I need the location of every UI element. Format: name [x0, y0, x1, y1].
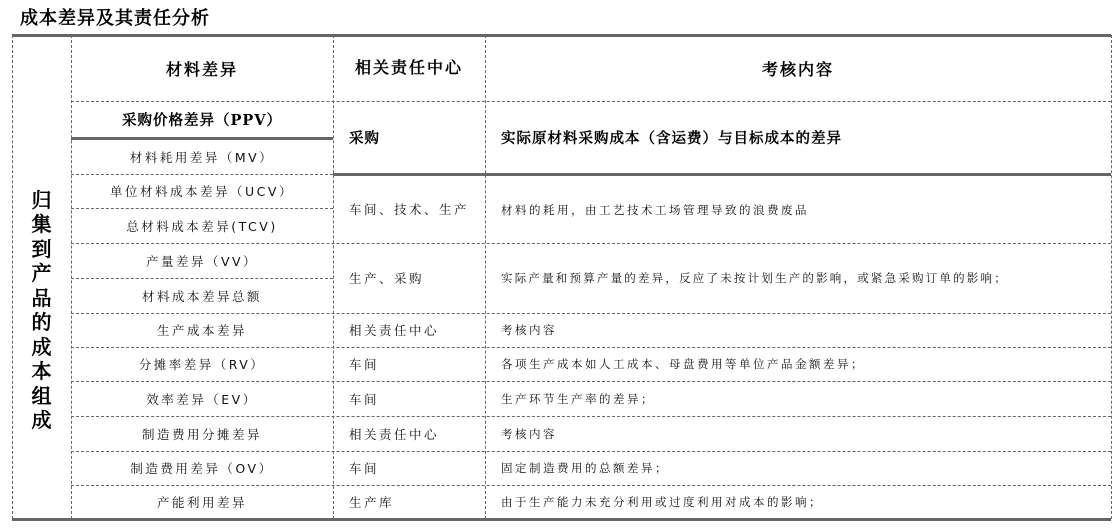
content-ev: 生产环节生产率的差异； [501, 391, 655, 406]
variance-vv: 产量差异（VV） [145, 253, 259, 269]
center-workshop: 车间 [349, 357, 380, 372]
header-responsibility-center: 相关责任中心 [354, 58, 463, 77]
content-ppv: 实际原材料采购成本（含运费）与目标成本的差异 [501, 129, 842, 147]
content-ov: 固定制造费用的总额差异； [501, 461, 669, 475]
variance-ppv: 采购价格差异（PPV） [121, 112, 283, 129]
content-material-usage: 材料的耗用，由工艺技术工场管理导致的浪费废品 [501, 202, 809, 217]
center-workshop: 车间 [349, 461, 380, 476]
variance-mv: 材料耗用差异（MV） [129, 149, 275, 165]
header-material-variance: 材料差异 [165, 59, 238, 79]
variance-overhead-allocation: 制造费用分摊差异 [141, 426, 262, 442]
side-label-char: 产 [31, 261, 52, 285]
content-rv: 各项生产成本如人工成本、母盘费用等单位产品金额差异； [501, 357, 865, 371]
center-production-purchasing: 生产、采购 [349, 271, 425, 286]
side-label-char: 到 [31, 236, 52, 261]
variance-material-total: 材料成本差异总额 [141, 288, 262, 304]
page-title: 成本差异及其责任分析 [20, 8, 210, 29]
side-label-char: 归 [31, 187, 52, 212]
variance-ucv: 单位材料成本差异（UCV） [110, 184, 294, 199]
header-assessment-content: 考核内容 [761, 59, 834, 79]
variance-ev: 效率差异（EV） [146, 391, 258, 407]
variance-rv: 分摊率差异（RV） [138, 357, 266, 372]
center-related: 相关责任中心 [349, 426, 440, 442]
center-purchasing: 采购 [349, 129, 380, 147]
center-related: 相关责任中心 [349, 323, 440, 338]
content-assessment: 考核内容 [501, 426, 557, 441]
side-label-char: 成 [31, 334, 52, 359]
center-production-warehouse: 生产库 [349, 495, 395, 510]
side-label-char: 集 [31, 212, 52, 236]
center-workshop-tech-production: 车间、技术、生产 [349, 201, 470, 217]
content-capacity: 由于生产能力未充分利用或过度利用对成本的影响； [501, 495, 823, 509]
content-assessment: 考核内容 [501, 323, 557, 337]
content-volume: 实际产量和预算产量的差异，反应了未按计划生产的影响，或紧急采购订单的影响； [501, 271, 1008, 285]
side-label-cost-composition [12, 101, 71, 519]
center-workshop: 车间 [349, 391, 380, 407]
variance-production-cost: 生产成本差异 [156, 323, 247, 338]
variance-ov: 制造费用差异（OV） [130, 461, 274, 476]
side-label-char: 组 [31, 383, 52, 408]
side-label-char: 成 [31, 408, 52, 432]
side-label-char: 的 [31, 310, 52, 334]
variance-capacity: 产能利用差异 [156, 495, 247, 510]
variance-tcv: 总材料成本差异(TCV) [126, 218, 278, 234]
divider [1111, 35, 1112, 519]
side-label-char: 本 [31, 359, 52, 383]
variance-responsibility-table [12, 35, 1111, 519]
side-label-char: 品 [31, 285, 52, 310]
